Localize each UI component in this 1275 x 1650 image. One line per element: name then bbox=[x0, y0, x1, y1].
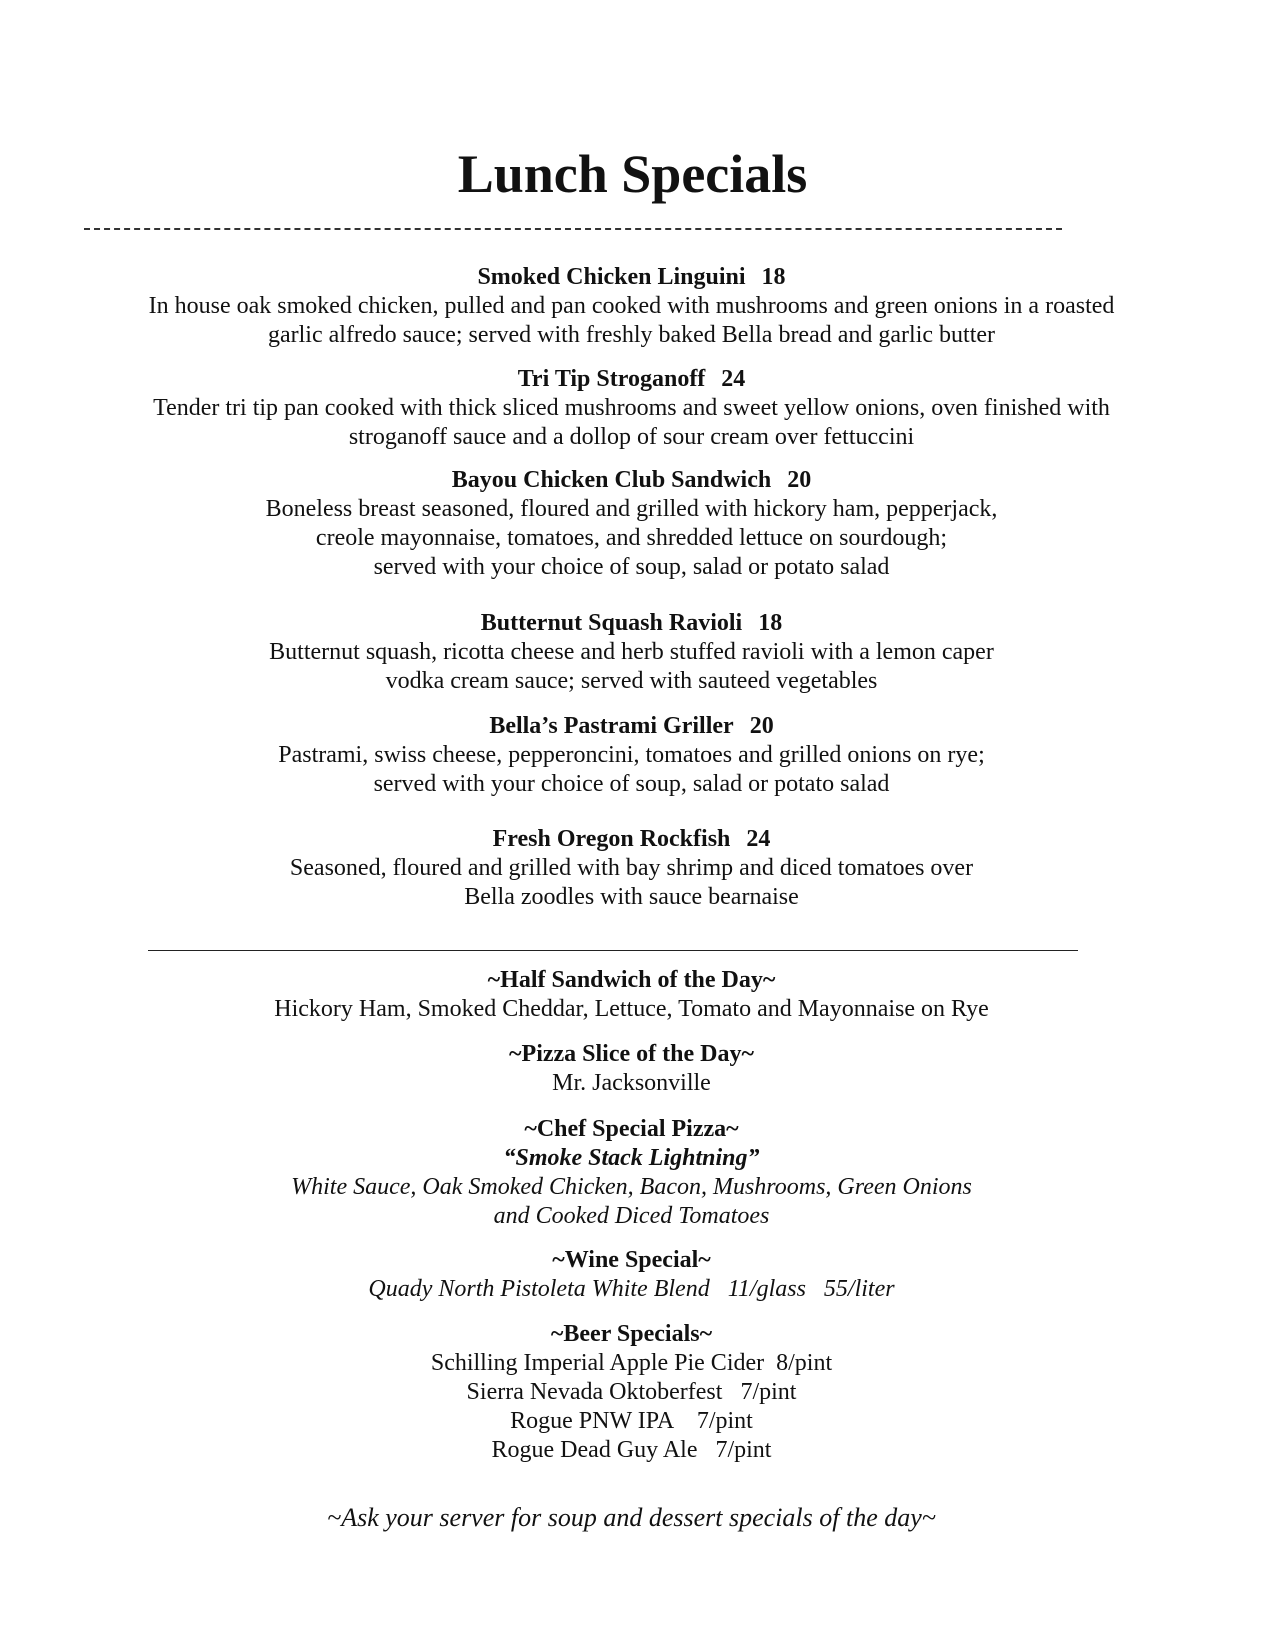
chef-pizza-description: White Sauce, Oak Smoked Chicken, Bacon, Mushrooms, Green Onions bbox=[291, 1174, 972, 1200]
special-description: creole mayonnaise, tomatoes, and shredded lettuce on sourdough; bbox=[315, 525, 948, 551]
half-sandwich-heading: ~Half Sandwich of the Day~ bbox=[487, 967, 776, 993]
special-description: Seasoned, floured and grilled with bay shrimp and diced tomatoes over bbox=[289, 855, 974, 881]
special-price: 20 bbox=[787, 467, 812, 493]
special-description: stroganoff sauce and a dollop of sour cream over fettuccini bbox=[348, 424, 915, 450]
special-title bbox=[0, 609, 1269, 638]
special-item bbox=[0, 466, 1269, 582]
special-name: Tri Tip Stroganoff bbox=[517, 366, 706, 392]
special-description: Boneless breast seasoned, floured and grilled with hickory ham, pepperjack, bbox=[265, 496, 998, 522]
beer-heading: ~Beer Specials~ bbox=[550, 1321, 713, 1347]
special-title bbox=[0, 712, 1269, 741]
pizza-slice-heading: ~Pizza Slice of the Day~ bbox=[509, 1041, 754, 1067]
special-description: served with your choice of soup, salad or potato salad bbox=[373, 771, 890, 797]
special-item bbox=[0, 712, 1269, 799]
special-item bbox=[0, 609, 1269, 696]
wine-text: Quady North Pistoleta White Blend 11/glass 55/liter bbox=[368, 1276, 895, 1302]
pizza-slice-section bbox=[0, 1040, 1269, 1098]
special-item bbox=[0, 825, 1269, 912]
chef-pizza-description: and Cooked Diced Tomatoes bbox=[493, 1203, 770, 1229]
chef-pizza-heading: ~Chef Special Pizza~ bbox=[524, 1116, 739, 1142]
chef-pizza-section bbox=[0, 1115, 1269, 1231]
beer-section bbox=[0, 1320, 1269, 1465]
special-description: Butternut squash, ricotta cheese and herb stuffed ravioli with a lemon caper bbox=[269, 639, 994, 665]
beer-item: Schilling Imperial Apple Pie Cider 8/pint bbox=[430, 1350, 833, 1376]
special-name: Smoked Chicken Linguini bbox=[477, 264, 746, 290]
pizza-slice-text: Mr. Jacksonville bbox=[552, 1070, 711, 1096]
special-name: Fresh Oregon Rockfish bbox=[492, 826, 731, 852]
wine-section bbox=[0, 1246, 1269, 1304]
beer-item: Rogue PNW IPA 7/pint bbox=[510, 1408, 753, 1434]
half-sandwich-text: Hickory Ham, Smoked Cheddar, Lettuce, Tomato and Mayonnaise on Rye bbox=[274, 996, 989, 1022]
beer-item: Rogue Dead Guy Ale 7/pint bbox=[491, 1437, 772, 1463]
footer-note: ~Ask your server for soup and dessert specials of the day~ bbox=[327, 1503, 936, 1532]
special-title bbox=[0, 365, 1269, 394]
special-description: served with your choice of soup, salad or potato salad bbox=[373, 554, 890, 580]
special-price: 24 bbox=[721, 366, 746, 392]
chef-pizza-name: “Smoke Stack Lightning” bbox=[503, 1145, 760, 1171]
special-price: 24 bbox=[746, 826, 771, 852]
special-title bbox=[0, 263, 1269, 292]
special-name: Butternut Squash Ravioli bbox=[480, 610, 743, 636]
special-description: In house oak smoked chicken, pulled and pan cooked with mushrooms and green onions in a roasted bbox=[148, 293, 1115, 319]
special-title bbox=[0, 825, 1269, 854]
special-description: vodka cream sauce; served with sauteed vegetables bbox=[385, 668, 878, 694]
special-price: 18 bbox=[761, 264, 786, 290]
special-title bbox=[0, 466, 1269, 495]
dashed-divider bbox=[84, 228, 1062, 230]
special-description: garlic alfredo sauce; served with freshly baked Bella bread and garlic butter bbox=[267, 322, 996, 348]
special-item bbox=[0, 263, 1269, 350]
page-title: Lunch Specials bbox=[457, 144, 808, 204]
beer-item: Sierra Nevada Oktoberfest 7/pint bbox=[466, 1379, 797, 1405]
special-name: Bella’s Pastrami Griller bbox=[489, 713, 734, 739]
special-price: 20 bbox=[749, 713, 774, 739]
special-price: 18 bbox=[758, 610, 783, 636]
special-name: Bayou Chicken Club Sandwich bbox=[451, 467, 772, 493]
special-description: Bella zoodles with sauce bearnaise bbox=[464, 884, 799, 910]
footer-note-block bbox=[0, 1503, 1269, 1532]
wine-heading: ~Wine Special~ bbox=[552, 1247, 711, 1273]
half-sandwich-section bbox=[0, 966, 1269, 1024]
section-divider bbox=[148, 950, 1078, 951]
special-description: Tender tri tip pan cooked with thick sliced mushrooms and sweet yellow onions, oven finished with bbox=[153, 395, 1110, 421]
special-item bbox=[0, 365, 1269, 452]
special-description: Pastrami, swiss cheese, pepperoncini, tomatoes and grilled onions on rye; bbox=[278, 742, 985, 768]
